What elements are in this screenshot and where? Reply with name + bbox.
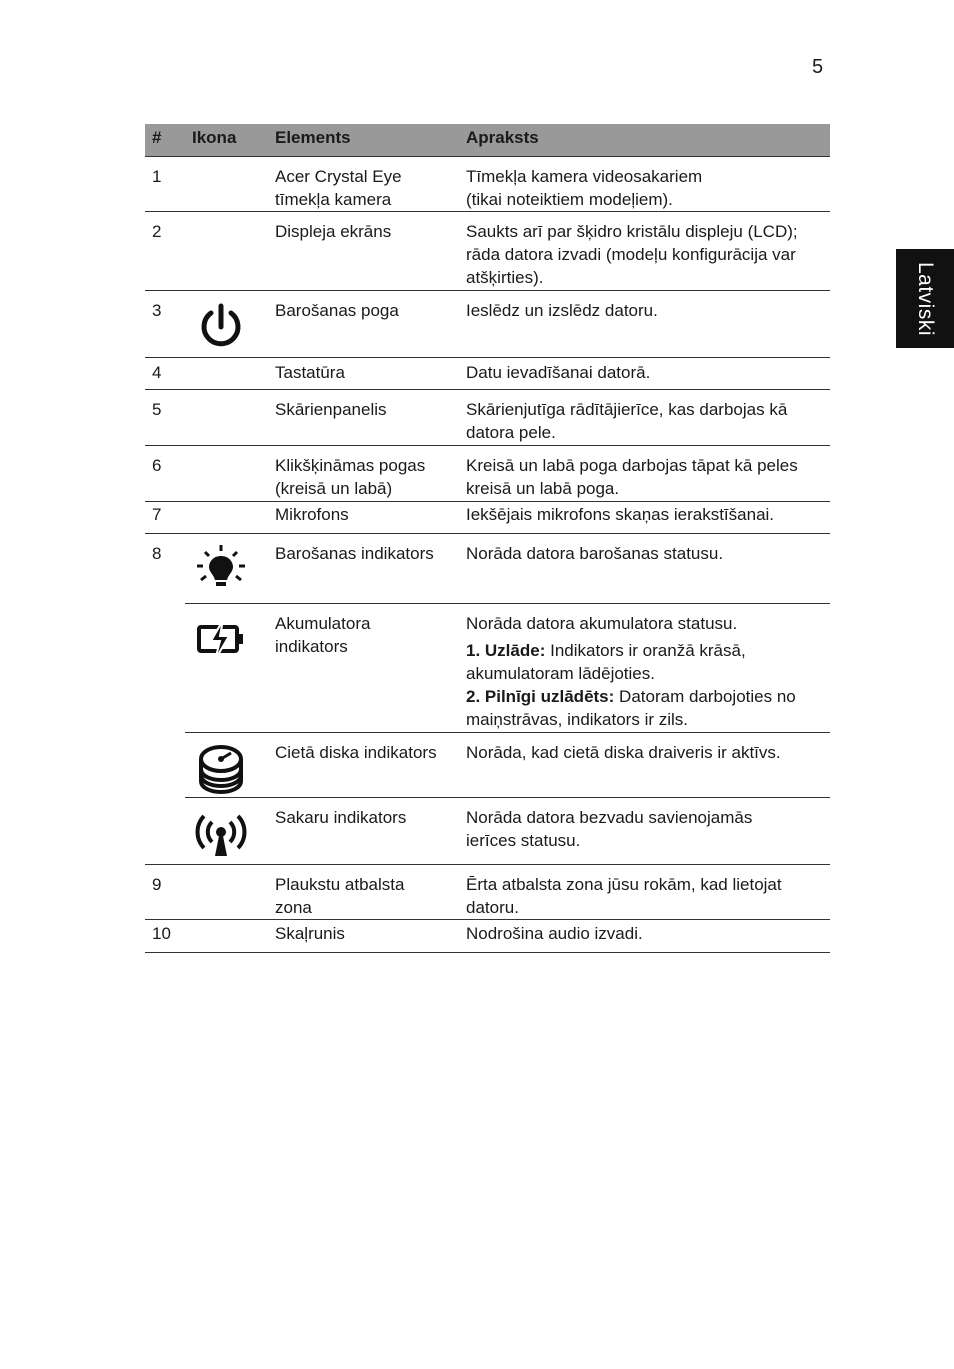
row-element: Klikšķināmas pogas (kreisā un labā) <box>275 456 426 498</box>
row-element: Skaļrunis <box>275 924 345 943</box>
row-number: 10 <box>152 924 171 943</box>
power-icon <box>193 299 249 355</box>
row-description: Saukts arī par šķidro kristālu displeju (LCD); rāda datora izvadi (modeļu konfigurācija var atšķirties). <box>466 222 798 287</box>
charging-status: 1. Uzlāde: Indikators ir oranžā krāsā, akumulatoram lādējoties. <box>466 641 746 683</box>
row-description: Iekšējais mikrofons skaņas ierakstīšanai. <box>466 505 775 524</box>
row-description: Ieslēdz un izslēdz datoru. <box>466 301 658 320</box>
table-row <box>185 604 830 733</box>
row-number: 9 <box>152 875 162 894</box>
row-number: 8 <box>152 544 162 563</box>
page-number: 5 <box>812 56 824 78</box>
table-header <box>145 124 830 157</box>
table-row <box>145 446 830 502</box>
row-description: Norāda datora akumulatora statusu. 1. Uzlāde: Indikators ir oranžā krāsā, akumulatoram lādējoties. 2. Pilnīgi uzlādēts: Datoram darbojoties no maiņstrāvas, indikators ir zils. <box>466 612 828 731</box>
row-element: Barošanas poga <box>275 301 399 320</box>
table-row <box>145 920 830 953</box>
row-number: 2 <box>152 222 162 241</box>
table-row <box>185 733 830 798</box>
row-description: Datu ievadīšanai datorā. <box>466 363 651 382</box>
row-element: Cietā diska indikators <box>275 743 437 762</box>
row-element: Skārienpanelis <box>275 400 387 419</box>
header-icon: Ikona <box>192 128 237 147</box>
row-description: Tīmekļa kamera videosakariem (tikai noteiktiem modeļiem). <box>466 167 703 209</box>
row-element: Plaukstu atbalsta zona <box>275 875 405 917</box>
table-row <box>145 390 830 446</box>
charged-status: 2. Pilnīgi uzlādēts: Datoram darbojoties no maiņstrāvas, indikators ir zils. <box>466 687 796 729</box>
row-element: Tastatūra <box>275 363 345 382</box>
row-description: Norāda datora bezvadu savienojamās ierīces statusu. <box>466 808 753 850</box>
row-number: 7 <box>152 505 162 524</box>
language-tab-label: Latviski <box>914 261 937 336</box>
power-light-icon <box>193 542 249 598</box>
header-description: Apraksts <box>466 128 539 147</box>
row-element: Acer Crystal Eye tīmekļa kamera <box>275 167 402 209</box>
row-number: 4 <box>152 363 162 382</box>
row-element: Barošanas indikators <box>275 544 434 563</box>
hdd-icon <box>193 741 249 797</box>
row-description: Skārienjutīga rādītājierīce, kas darbojas kā datora pele. <box>466 400 788 442</box>
row-element: Mikrofons <box>275 505 349 524</box>
row-description: Norāda, kad cietā diska draiveris ir aktīvs. <box>466 743 781 762</box>
row-element: Displeja ekrāns <box>275 222 392 241</box>
language-tab <box>896 249 954 348</box>
header-element: Elements <box>275 128 351 147</box>
row-number: 1 <box>152 167 162 186</box>
table-row <box>145 157 830 212</box>
row-number: 6 <box>152 456 162 475</box>
table-row <box>145 212 830 291</box>
row-description: Kreisā un labā poga darbojas tāpat kā peles kreisā un labā poga. <box>466 456 798 498</box>
row-element: Sakaru indikators <box>275 808 407 827</box>
table-row <box>145 358 830 390</box>
table-row <box>145 502 830 534</box>
row-description: Nodrošina audio izvadi. <box>466 924 643 943</box>
table-row <box>145 291 830 358</box>
row-number: 5 <box>152 400 162 419</box>
row-description: Ērta atbalsta zona jūsu rokām, kad lietojat datoru. <box>466 875 782 917</box>
components-table <box>145 124 830 953</box>
row-description: Norāda datora barošanas statusu. <box>466 544 724 563</box>
wireless-icon <box>193 806 249 862</box>
row-number: 3 <box>152 301 162 320</box>
table-row <box>145 798 830 865</box>
battery-icon <box>193 612 249 668</box>
table-row <box>145 534 830 603</box>
header-num: # <box>152 128 162 147</box>
row-element: Akumulatora indikators <box>275 614 371 656</box>
table-row <box>145 865 830 920</box>
